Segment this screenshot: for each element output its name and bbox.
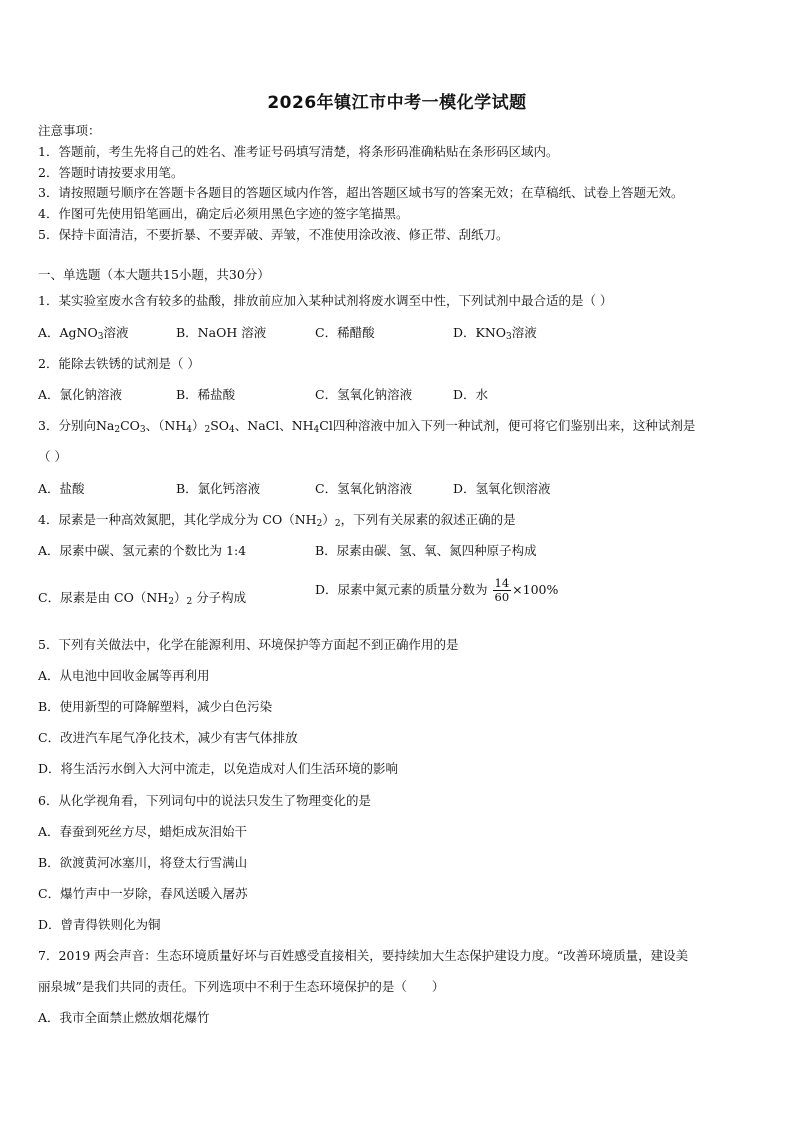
option-text: ） xyxy=(173,590,187,605)
question-5-stem: 5．下列有关做法中，化学在能源利用、环境保护等方面起不到正确作用的是 xyxy=(38,637,459,652)
question-3-option-b: B．氯化钙溶液 xyxy=(176,481,261,496)
question-2-stem: 2．能除去铁锈的试剂是（ ） xyxy=(38,356,200,371)
question-6-stem: 6．从化学视角看，下列词句中的说法只发生了物理变化的是 xyxy=(38,793,371,808)
question-2-option-d: D．水 xyxy=(453,387,489,402)
notice-item-5: 5．保持卡面清洁，不要折暴、不要弄破、弄皱，不准使用涂改液、修正带、刮纸刀。 xyxy=(38,227,509,242)
subscript: 2 xyxy=(186,597,193,607)
question-6-option-c: C．爆竹声中一岁除，春风送暖入屠苏 xyxy=(38,886,248,901)
notice-item-3: 3．请按照题号顺序在答题卡各题目的答题区域内作答，超出答题区域书写的答案无效；在草稿纸、试卷上答题无效。 xyxy=(38,185,684,200)
question-7-stem: 7．2019 两会声音：生态环境质量好坏与百姓感受直接相关，要持续加大生态保护建设力度。“改善环境质量，建设美 xyxy=(38,948,689,963)
question-5-option-a: A．从电池中回收金属等再利用 xyxy=(38,668,210,683)
option-text: D．KNO xyxy=(453,325,507,340)
subscript: 2 xyxy=(316,519,323,529)
stem-text: SO xyxy=(210,418,230,433)
option-text: A．AgNO xyxy=(38,325,98,340)
question-5-option-c: C．改进汽车尾气净化技术，减少有害气体排放 xyxy=(38,730,298,745)
subscript: 2 xyxy=(114,425,121,435)
stem-text: 3．分别向Na xyxy=(38,418,115,433)
stem-text: 4．尿素是一种高效氮肥，其化学成分为 CO（NH xyxy=(38,512,317,527)
question-7-option-a: A．我市全面禁止燃放烟花爆竹 xyxy=(38,1010,210,1025)
page-title: 2026年镇江市中考一模化学试题 xyxy=(267,93,527,113)
stem-text: ） xyxy=(191,418,205,433)
question-4-option-b: B．尿素由碳、氢、氧、氮四种原子构成 xyxy=(315,543,537,558)
question-3-option-c: C．氢氧化钠溶液 xyxy=(315,481,413,496)
stem-text: ，下列有关尿素的叙述正确的是 xyxy=(340,512,516,527)
fraction xyxy=(493,577,512,604)
notice-item-4: 4．作图可先使用铅笔画出，确定后必须用黑色字迹的签字笔描黑。 xyxy=(38,206,409,221)
question-1-stem: 1．某实验室废水含有较多的盐酸，排放前应加入某种试剂将废水调至中性，下列试剂中最合适的是（ ） xyxy=(38,293,613,308)
question-1-option-c: C．稀醋酸 xyxy=(315,325,375,340)
subscript: 4 xyxy=(229,425,235,435)
question-2-option-b: B．稀盐酸 xyxy=(176,387,236,402)
notice-heading: 注意事项： xyxy=(38,123,101,138)
subscript: 3 xyxy=(97,332,104,342)
subscript: 4 xyxy=(186,425,192,435)
option-text: ×100% xyxy=(512,582,559,598)
fraction-numerator: 14 xyxy=(494,576,510,590)
notice-item-1: 1．答题前，考生先将自己的姓名、准考证号码填写清楚，将条形码准确粘贴在条形码区域内。 xyxy=(38,144,559,159)
question-4-option-d xyxy=(315,577,558,604)
option-text: D．尿素中氮元素的质量分数为 xyxy=(315,582,488,598)
subscript: 3 xyxy=(506,332,512,342)
question-6-option-d: D．曾青得铁则化为铜 xyxy=(38,917,161,932)
question-6-option-b: B．欲渡黄河冰塞川，将登太行雪满山 xyxy=(38,855,248,870)
question-1-option-a xyxy=(38,323,129,342)
option-text: 分子构成 xyxy=(196,590,247,605)
subscript: 4 xyxy=(313,425,320,435)
question-2-option-c: C．氢氧化钠溶液 xyxy=(315,387,413,402)
question-3-stem xyxy=(38,416,695,435)
fraction-denominator: 60 xyxy=(494,590,510,605)
question-4-option-a: A．尿素中碳、氢元素的个数比为 1:4 xyxy=(38,543,247,558)
stem-text: 、NaCl、NH xyxy=(234,418,314,433)
question-6-option-a: A．春蚕到死丝方尽，蜡炬成灰泪始干 xyxy=(38,824,248,839)
option-text: 溶液 xyxy=(103,325,129,340)
question-1-option-d xyxy=(453,323,537,342)
stem-text: Cl四种溶液中加入下列一种试剂，便可将它们鉴别出来，这种试剂是 xyxy=(319,418,696,433)
notice-item-2: 2．答题时请按要求用笔。 xyxy=(38,165,184,180)
subscript: 2 xyxy=(168,597,174,607)
stem-text: CO xyxy=(120,418,140,433)
question-5-option-b: B．使用新型的可降解塑料，减少白色污染 xyxy=(38,699,273,714)
stem-text: 、（NH xyxy=(145,418,187,433)
question-3-stem-continued: （ ） xyxy=(38,449,67,464)
subscript: 3 xyxy=(139,425,146,435)
section-heading: 一、单选题（本大题共15小题，共30分） xyxy=(38,267,270,282)
question-4-option-c xyxy=(38,588,246,607)
option-text: C．尿素是由 CO（NH xyxy=(38,590,169,605)
question-7-stem-continued: 丽泉城”是我们共同的责任。下列选项中不利于生态环境保护的是（ ） xyxy=(38,979,445,994)
option-text: 溶液 xyxy=(511,325,537,340)
question-2-option-a: A．氯化钠溶液 xyxy=(38,387,123,402)
question-3-option-a: A．盐酸 xyxy=(38,481,85,496)
question-5-option-d: D．将生活污水倒入大河中流走，以免造成对人们生活环境的影响 xyxy=(38,761,399,776)
subscript: 2 xyxy=(334,519,341,529)
question-1-option-b: B．NaOH 溶液 xyxy=(176,325,267,340)
question-3-option-d: D．氢氧化钡溶液 xyxy=(453,481,551,496)
question-4-stem xyxy=(38,510,516,529)
subscript: 2 xyxy=(204,425,211,435)
stem-text: ） xyxy=(322,512,335,527)
